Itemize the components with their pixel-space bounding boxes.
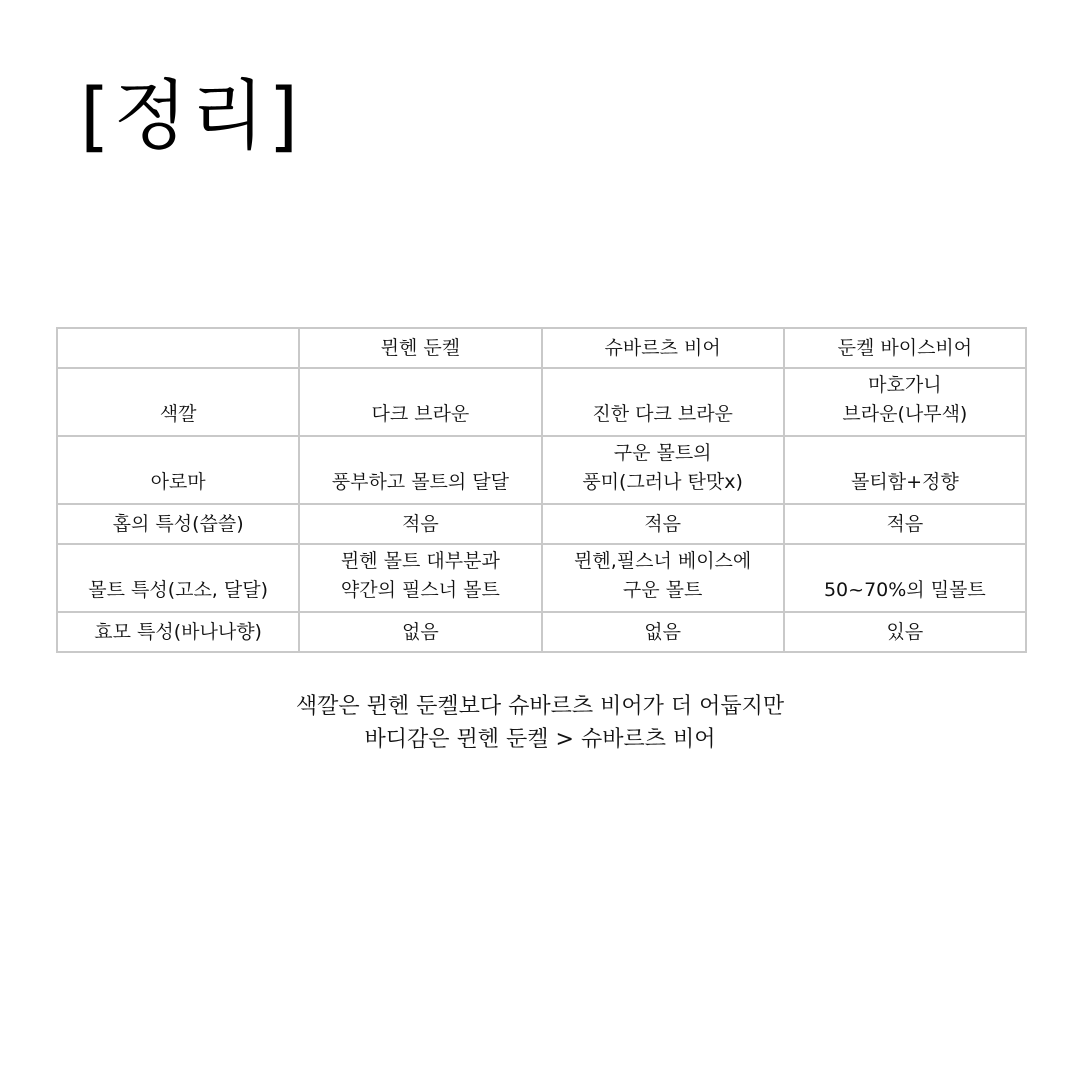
table-row [57,436,1026,504]
page-title: [정리] [80,71,303,160]
cell-text: 없음 [644,620,681,643]
table-cell [542,436,784,504]
beer-comparison-table [56,327,1027,653]
table-row [57,368,1026,436]
table-header-cell: 뮌헨 둔켈 [299,328,541,368]
table-cell [784,544,1026,612]
cell-text: 풍미(그러나 탄맛x) [582,471,743,493]
table-row [57,504,1026,544]
cell-text: 약간의 필스너 몰트 [340,579,500,601]
table-cell [784,504,1026,544]
cell-text: 적음 [644,512,681,535]
summary-caption [0,690,1080,756]
row-label: 몰트 특성(고소, 달달) [57,544,299,612]
cell-text: 적음 [886,512,924,535]
caption-line: 색깔은 뮌헨 둔켈보다 슈바르츠 비어가 더 어둡지만 [295,694,785,719]
table-cell [299,436,541,504]
table-cell [299,544,541,612]
cell-text: 마호가니 [868,374,942,396]
table-cell [784,436,1026,504]
cell-text: 브라운(나무색) [842,403,968,425]
cell-text: 구운 몰트 [622,579,703,601]
cell-text: 뮌헨,필스너 베이스에 [573,550,752,572]
cell-text: 없음 [402,620,439,643]
table-cell [784,368,1026,436]
row-label: 홉의 특성(씁쓸) [57,504,299,544]
table-cell [542,368,784,436]
row-label: 색깔 [57,368,299,436]
cell-text: 몰티함+정향 [851,471,959,493]
table-header-cell [57,328,299,368]
table-cell [784,612,1026,652]
cell-text: 풍부하고 몰트의 달달 [331,471,509,493]
table-row [57,544,1026,612]
table-header-cell: 둔켈 바이스비어 [784,328,1026,368]
cell-text: 적음 [402,512,439,535]
table-cell [542,544,784,612]
table-header-row [57,328,1026,368]
cell-text: 뮌헨 몰트 대부분과 [340,550,500,572]
cell-text: 진한 다크 브라운 [592,403,733,425]
table-cell [299,612,541,652]
caption-line: 바디감은 뮌헨 둔켈 > 슈바르츠 비어 [364,727,716,752]
table-cell [299,368,541,436]
table-cell [299,504,541,544]
table-header-cell: 슈바르츠 비어 [542,328,784,368]
cell-text: 다크 브라운 [371,403,470,425]
table-cell [542,612,784,652]
row-label: 효모 특성(바나나향) [57,612,299,652]
cell-text: 구운 몰트의 [613,442,712,464]
table-cell [542,504,784,544]
cell-text: 있음 [886,620,924,643]
cell-text: 50~70%의 밀몰트 [823,579,986,601]
row-label: 아로마 [57,436,299,504]
table-row [57,612,1026,652]
